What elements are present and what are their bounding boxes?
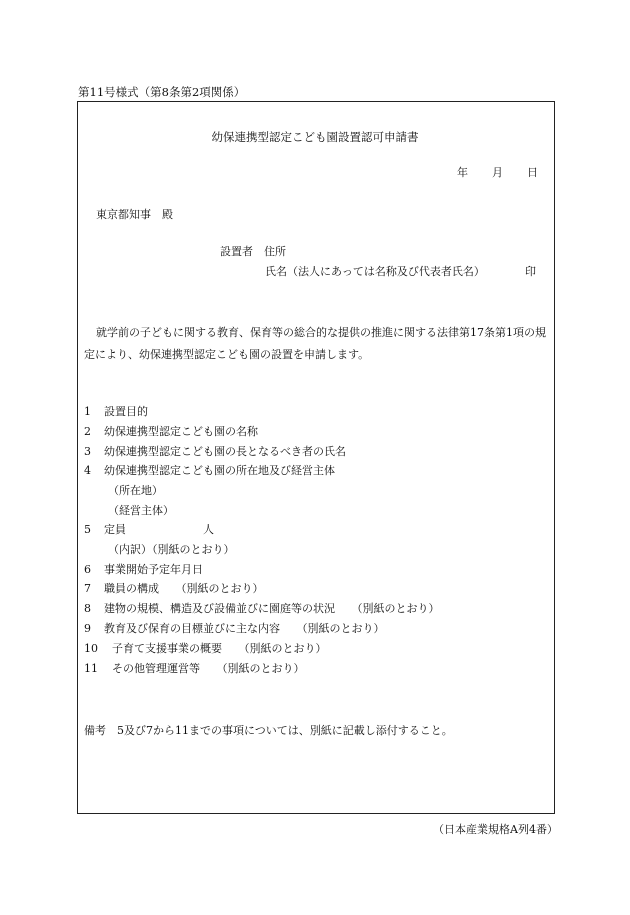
document-title: 幼保連携型認定こども園設置認可申請書 (211, 130, 419, 144)
applicant-name-label: 氏名（法人にあっては名称及び代表者氏名） (265, 265, 485, 278)
seal-mark: 印 (525, 265, 536, 278)
list-item: 9 教育及び保育の目標並びに主な内容 （別紙のとおり） (84, 622, 385, 635)
list-item: 4 幼保連携型認定こども園の所在地及び経営主体 (84, 464, 335, 477)
list-item: 1 設置目的 (84, 405, 148, 418)
list-item: 8 建物の規模、構造及び設備並びに園庭等の状況 （別紙のとおり） (84, 602, 440, 615)
paper-size-note: （日本産業規格A列4番） (433, 823, 558, 836)
list-item: 7 職員の構成 （別紙のとおり） (84, 582, 264, 595)
list-item: 6 事業開始予定年月日 (84, 563, 203, 576)
date-day: 日 (527, 166, 538, 179)
applicant-address-label: 設置者 住所 (220, 245, 286, 258)
list-item: 3 幼保連携型認定こども園の長となるべき者の氏名 (84, 445, 346, 458)
sub-item-operator: （経営主体） (108, 504, 174, 517)
application-statement: 就学前の子どもに関する教育、保育等の総合的な提供の推進に関する法律第17条第1項の規定により、幼保連携型認定こども園の設置を申請します。 (84, 326, 546, 361)
sub-item-location: （所在地） (108, 484, 163, 497)
form-number-label: 第11号様式（第8条第2項関係） (78, 85, 246, 99)
remark-note: 備考 5及び7から11までの事項については、別紙に記載し添付すること。 (84, 724, 453, 737)
list-item: 2 幼保連携型認定こども園の名称 (84, 425, 258, 438)
addressee: 東京都知事 殿 (96, 208, 173, 221)
list-item: 10 子育て支援事業の概要 （別紙のとおり） (84, 642, 327, 655)
date-year: 年 (457, 166, 468, 179)
list-item: 11 その他管理運営等 （別紙のとおり） (84, 662, 305, 675)
date-month: 月 (492, 166, 503, 179)
sub-item-breakdown: （内訳）（別紙のとおり） (108, 543, 235, 556)
list-item: 5 定員 人 (84, 523, 214, 536)
